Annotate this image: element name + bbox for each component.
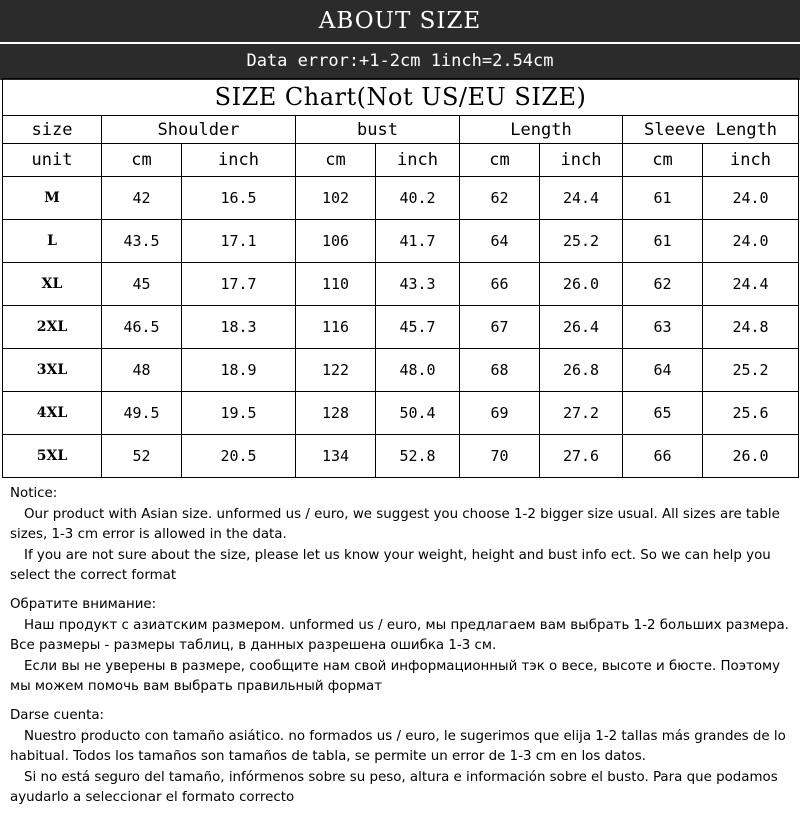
table-cell: 42 (102, 177, 182, 220)
table-cell: 63 (623, 306, 703, 349)
notice-paragraph: Our product with Asian size. unformed us / euro, we suggest you choose 1-2 bigger size usual. All sizes are table sizes, 1-3 cm error is allowed in the data. (10, 506, 780, 543)
table-row (3, 392, 799, 435)
table-cell: 110 (296, 263, 376, 306)
table-cell: 128 (296, 392, 376, 435)
size-chart-table (2, 78, 799, 478)
table-cell: 62 (460, 177, 540, 220)
table-cell: 24.8 (703, 306, 799, 349)
table-cell: 70 (460, 435, 540, 478)
table-cell: 45.7 (376, 306, 460, 349)
table-row (3, 177, 799, 220)
table-cell: 25.6 (703, 392, 799, 435)
table-row (3, 435, 799, 478)
table-cell: 64 (623, 349, 703, 392)
notice-heading: Notice: (10, 486, 58, 501)
notice-paragraph: Nuestro producto con tamaño asiático. no formados us / euro, le sugerimos que elija 1-2 tallas más grandes de lo habitual. Todos los tamaños son tamaños de tabla, se permite un error de 1-3 cm en los datos. (10, 728, 786, 765)
unit-label: inch (182, 144, 296, 177)
unit-label: cm (623, 144, 703, 177)
table-row (3, 220, 799, 263)
table-cell: 67 (460, 306, 540, 349)
table-cell: 27.2 (540, 392, 623, 435)
table-cell: 24.4 (703, 263, 799, 306)
table-cell: 24.0 (703, 177, 799, 220)
table-cell: 24.4 (540, 177, 623, 220)
table-cell: 26.4 (540, 306, 623, 349)
table-cell: 18.3 (182, 306, 296, 349)
table-cell: 64 (460, 220, 540, 263)
table-cell: 41.7 (376, 220, 460, 263)
size-label-cell: L (3, 220, 102, 263)
table-cell: 20.5 (182, 435, 296, 478)
table-cell: 26.0 (540, 263, 623, 306)
unit-label: inch (703, 144, 799, 177)
table-cell: 25.2 (540, 220, 623, 263)
table-cell: 66 (460, 263, 540, 306)
notice-paragraph: If you are not sure about the size, please let us know your weight, height and bust info ect. So we can help you select the correct format (10, 547, 771, 584)
table-cell: 48 (102, 349, 182, 392)
table-cell: 116 (296, 306, 376, 349)
size-label-cell: 5XL (3, 435, 102, 478)
table-cell: 68 (460, 349, 540, 392)
table-cell: 49.5 (102, 392, 182, 435)
data-error-note: Data error:+1-2cm 1inch=2.54cm (0, 42, 800, 80)
table-cell: 18.9 (182, 349, 296, 392)
notice-heading: Обратите внимание: (10, 596, 157, 612)
notice-russian (10, 595, 795, 698)
table-cell: 106 (296, 220, 376, 263)
table-cell: 122 (296, 349, 376, 392)
table-cell: 62 (623, 263, 703, 306)
table-cell: 19.5 (182, 392, 296, 435)
page-title: ABOUT SIZE (0, 0, 800, 42)
table-cell: 50.4 (376, 392, 460, 435)
table-cell: 61 (623, 220, 703, 263)
notice-english (10, 484, 795, 587)
unit-label: inch (376, 144, 460, 177)
table-cell: 27.6 (540, 435, 623, 478)
table-cell: 16.5 (182, 177, 296, 220)
table-cell: 43.3 (376, 263, 460, 306)
unit-label: cm (102, 144, 182, 177)
size-label-cell: M (3, 177, 102, 220)
table-cell: 102 (296, 177, 376, 220)
table-cell: 45 (102, 263, 182, 306)
unit-label: inch (540, 144, 623, 177)
size-rows (3, 177, 799, 478)
length-header: Length (460, 116, 623, 144)
size-notes (10, 484, 795, 817)
table-cell: 17.1 (182, 220, 296, 263)
table-cell: 25.2 (703, 349, 799, 392)
notice-heading: Darse cuenta: (10, 707, 105, 723)
table-cell: 24.0 (703, 220, 799, 263)
table-row (3, 349, 799, 392)
table-cell: 40.2 (376, 177, 460, 220)
size-label-cell: 2XL (3, 306, 102, 349)
table-cell: 61 (623, 177, 703, 220)
size-label-cell: 4XL (3, 392, 102, 435)
unit-label: cm (296, 144, 376, 177)
unit-header: unit (3, 144, 102, 177)
notice-paragraph: Наш продукт с азиатским размером. unformed us / euro, мы предлагаем вам выбрать 1-2 больших размера. Все размеры - размеры таблиц, в данных разрешена ошибка 1-3 см. (10, 617, 789, 654)
table-cell: 43.5 (102, 220, 182, 263)
size-label-cell: XL (3, 263, 102, 306)
bust-header: bust (296, 116, 460, 144)
table-cell: 46.5 (102, 306, 182, 349)
table-row (3, 306, 799, 349)
unit-label: cm (460, 144, 540, 177)
table-cell: 69 (460, 392, 540, 435)
size-label-cell: 3XL (3, 349, 102, 392)
table-cell: 134 (296, 435, 376, 478)
notice-spanish (10, 706, 795, 809)
size-column-header: size (3, 116, 102, 144)
table-cell: 66 (623, 435, 703, 478)
notice-paragraph: Si no está seguro del tamaño, infórmenos sobre su peso, altura e información sobre el busto. Para que podamos ayudarlo a seleccionar el formato correcto (10, 769, 778, 806)
size-chart-title: SIZE Chart(Not US/EU SIZE) (3, 79, 799, 116)
table-cell: 65 (623, 392, 703, 435)
shoulder-header: Shoulder (102, 116, 296, 144)
table-cell: 26.0 (703, 435, 799, 478)
table-cell: 26.8 (540, 349, 623, 392)
table-row (3, 263, 799, 306)
table-cell: 17.7 (182, 263, 296, 306)
table-cell: 52 (102, 435, 182, 478)
notice-paragraph: Если вы не уверены в размере, сообщите нам свой информационный тэк о весе, высоте и бюсте. Поэтому мы можем помочь вам выбрать правильный формат (10, 658, 781, 695)
sleeve-length-header: Sleeve Length (623, 116, 799, 144)
table-cell: 48.0 (376, 349, 460, 392)
table-cell: 52.8 (376, 435, 460, 478)
